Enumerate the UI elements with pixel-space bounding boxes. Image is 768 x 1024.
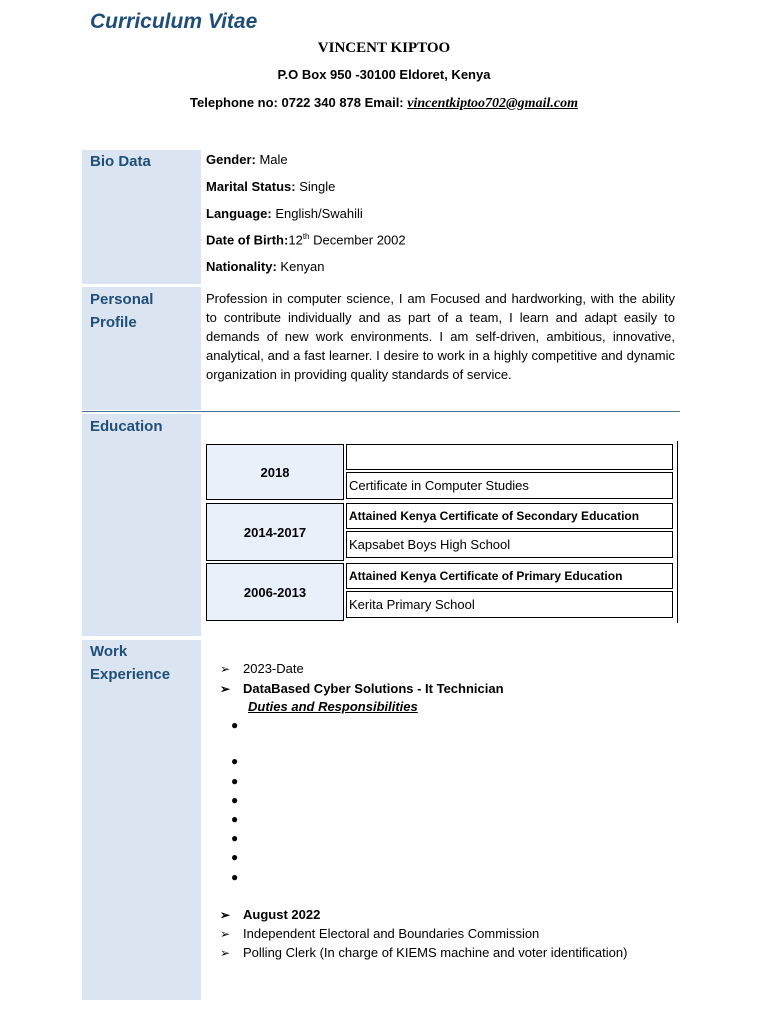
bio-dob xyxy=(206,232,406,247)
duty-bullet-icon: ● xyxy=(231,812,239,826)
marital-value: Single xyxy=(299,179,336,194)
language-label: Language: xyxy=(206,206,272,221)
duty-bullet-icon: ● xyxy=(231,774,239,788)
section-label-experience: Experience xyxy=(90,666,171,683)
job2-org xyxy=(220,926,539,941)
section-label-work: Work xyxy=(90,643,128,660)
duty-bullet-icon: ● xyxy=(231,831,239,845)
arrow-bullet-icon: ➢ xyxy=(220,682,231,696)
job2-role xyxy=(220,945,627,960)
education-table xyxy=(202,441,680,623)
bio-gender xyxy=(206,152,288,167)
duty-bullet-icon: ● xyxy=(231,718,239,732)
arrow-bullet-icon: ➢ xyxy=(220,927,231,941)
cv-title: Curriculum Vitae xyxy=(90,10,258,33)
arrow-bullet-icon: ➢ xyxy=(220,662,231,676)
job2-role-text: Polling Clerk (In charge of KIEMS machine and voter identification) xyxy=(243,945,628,960)
job1-date xyxy=(220,661,304,676)
job2-date-text: August 2022 xyxy=(243,907,321,922)
dob-label: Date of Birth: xyxy=(206,232,289,248)
edu-primary-line2: Kerita Primary School xyxy=(346,591,673,618)
language-value: English/Swahili xyxy=(275,206,363,221)
dob-rest: December 2002 xyxy=(313,232,406,248)
sidebar-education xyxy=(82,414,201,636)
edu-year-2018: 2018 xyxy=(206,444,344,500)
job1-title-text: DataBased Cyber Solutions - It Technician xyxy=(243,681,504,696)
duties-heading: Duties and Responsibilities xyxy=(248,699,418,714)
nationality-value: Kenyan xyxy=(280,259,325,274)
section-label-profile: Profile xyxy=(90,314,137,331)
edu-secondary-line2: Kapsabet Boys High School xyxy=(346,531,673,558)
edu-year-secondary: 2014-2017 xyxy=(206,503,344,561)
job1-date-text: 2023-Date xyxy=(243,661,304,676)
bio-language xyxy=(206,206,363,221)
gender-label: Gender: xyxy=(206,152,256,167)
candidate-name: VINCENT KIPTOO xyxy=(317,40,451,56)
section-label-bio-data: Bio Data xyxy=(90,153,151,170)
duty-bullet-icon: ● xyxy=(231,754,239,768)
marital-label: Marital Status: xyxy=(206,179,296,194)
section-label-education: Education xyxy=(90,418,163,435)
duty-bullet-icon: ● xyxy=(231,793,239,807)
bio-marital xyxy=(206,179,335,194)
telephone-text: Telephone no: 0722 340 878 Email: xyxy=(190,95,404,110)
arrow-bullet-icon: ➢ xyxy=(220,946,231,960)
dob-day: 12 xyxy=(288,232,303,248)
job1-title xyxy=(220,681,504,696)
nationality-label: Nationality: xyxy=(206,259,277,274)
section-divider xyxy=(82,411,680,412)
email-link[interactable]: vincentkiptoo702@gmail.com xyxy=(407,96,578,111)
job2-date xyxy=(220,907,320,922)
table-right-edge xyxy=(677,441,678,623)
bio-nationality xyxy=(206,259,325,274)
edu-secondary-line1: Attained Kenya Certificate of Secondary Education xyxy=(346,503,673,529)
section-label-personal: Personal xyxy=(90,291,154,308)
edu-2018-line1 xyxy=(346,444,673,470)
postal-address: P.O Box 950 -30100 Eldoret, Kenya xyxy=(277,67,491,82)
gender-value: Male xyxy=(259,152,288,167)
sidebar-work xyxy=(82,640,201,1000)
personal-profile-text: Profession in computer science, I am Focused and hardworking, with the ability to contribute individually and as part of a team, I learn and adapt easily to demands of new work environments. I am self-driven, ambitious, innovative, analytical, and a fast learner. I desire to work in a highly competitive and dynamic organization in providing quality standards of service. xyxy=(206,291,675,382)
edu-year-primary: 2006-2013 xyxy=(206,563,344,621)
edu-2018-line2: Certificate in Computer Studies xyxy=(346,472,673,499)
contact-line xyxy=(0,95,768,112)
edu-primary-line1: Attained Kenya Certificate of Primary Education xyxy=(346,563,673,589)
arrow-bullet-icon: ➢ xyxy=(220,908,231,922)
duty-bullet-icon: ● xyxy=(231,870,239,884)
duty-bullet-icon: ● xyxy=(231,850,239,864)
dob-suffix: th xyxy=(302,232,310,241)
job2-org-text: Independent Electoral and Boundaries Commission xyxy=(243,926,540,941)
